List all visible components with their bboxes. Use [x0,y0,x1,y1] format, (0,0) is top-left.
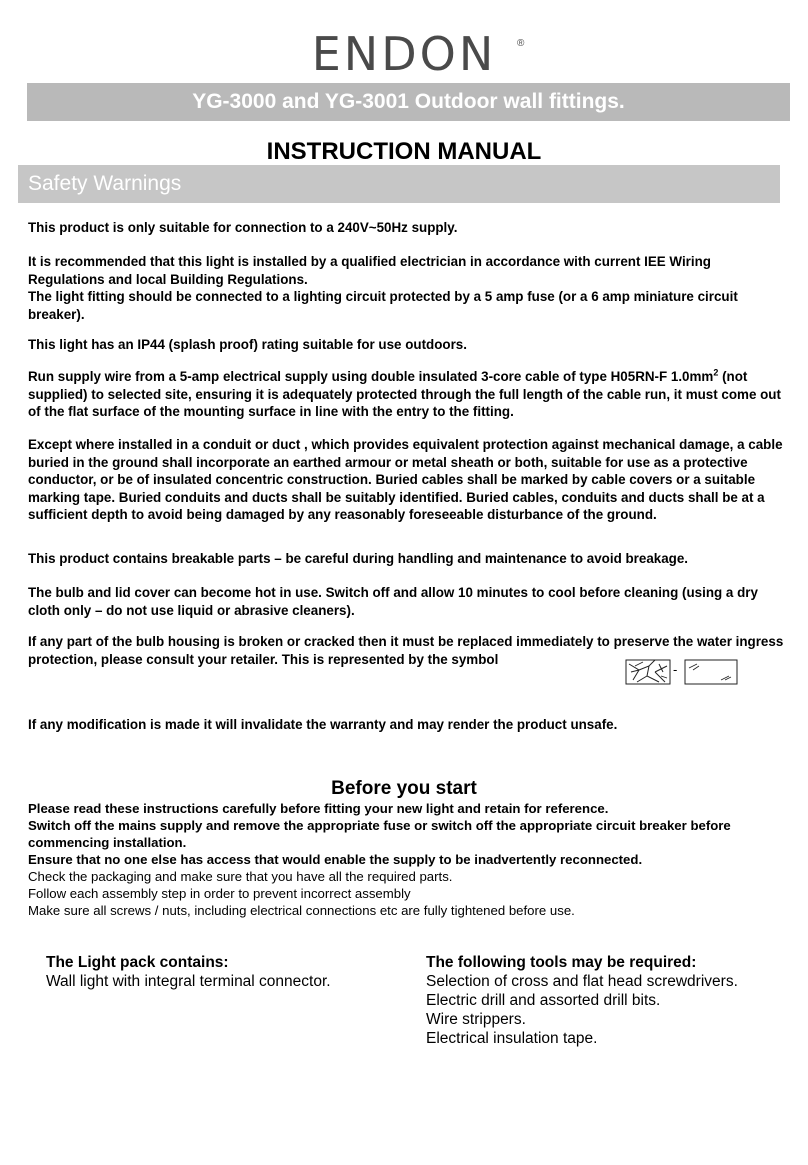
tool-item: Electric drill and assorted drill bits. [426,992,661,1009]
product-banner: YG-3000 and YG-3001 Outdoor wall fittings. [27,83,790,121]
pack-item: Wall light with integral terminal connector. [46,973,331,990]
pack-contents-heading: The Light pack contains: [46,954,229,971]
broken-glass-symbol [625,656,738,688]
safety-paragraph-ip44: This light has an IP44 (splash proof) rating suitable for use outdoors. [28,337,467,352]
before-you-start-heading: Before you start [331,778,477,799]
broken-glass-icon [625,656,738,688]
brand-logo [0,26,808,82]
safety-paragraph-broken-housing: If any part of the bulb housing is broken or cracked then it must be replaced immediately to preserve the water ingress protection, please consult your retailer. This is represented by the symbol [28,634,784,667]
symbol-dash: - [673,662,678,677]
before-start-line: Make sure all screws / nuts, including electrical connections etc are fully tightened before use. [28,903,575,918]
supply-wire-text-a: Run supply wire from a 5-amp electrical supply using double insulated 3-core cable of type H05RN-F 1.0mm [28,369,714,384]
registered-mark: ® [517,38,525,49]
safety-paragraph-hot: The bulb and lid cover can become hot in use. Switch off and allow 10 minutes to cool before cleaning (using a dry cloth only – do not use liquid or abrasive cleaners). [28,585,758,618]
safety-paragraph-modification: If any modification is made it will invalidate the warranty and may render the product unsafe. [28,717,618,732]
safety-paragraph-electrician: It is recommended that this light is installed by a qualified electrician in accordance with current IEE Wiring Regulations and local Building Regulations. [28,254,711,287]
before-start-line: Ensure that no one else has access that would enable the supply to be inadvertently reconnected. [28,852,643,867]
before-start-line: Switch off the mains supply and remove the appropriate fuse or switch off the appropriate circuit breaker before commencing installation. [28,818,731,851]
safety-paragraph-supply-wire [28,368,788,421]
brand-name: ENDON [311,27,497,81]
safety-paragraph-supply: This product is only suitable for connection to a 240V~50Hz supply. [28,220,458,235]
safety-paragraph-breakable: This product contains breakable parts – be careful during handling and maintenance to avoid breakage. [28,551,689,566]
before-start-line: Check the packaging and make sure that you have all the required parts. [28,869,453,884]
before-start-line: Follow each assembly step in order to prevent incorrect assembly [28,886,411,901]
required-tools-heading: The following tools may be required: [426,954,697,971]
safety-warnings-heading: Safety Warnings [18,165,780,203]
tool-item: Electrical insulation tape. [426,1030,598,1047]
before-start-line: Please read these instructions carefully before fitting your new light and retain for reference. [28,801,609,816]
supply-wire-text-b: (not supplied) to selected site, ensuring it is adequately protected through the full length of the cable run, it must come out of the flat surface of the mounting surface in line with the entry to the fitting. [28,369,781,420]
required-tools [426,953,796,1048]
tool-item: Wire strippers. [426,1011,526,1028]
pack-contents [46,953,406,991]
safety-paragraph-fuse: The light fitting should be connected to a lighting circuit protected by a 5 amp fuse (or a 6 amp miniature circuit breaker). [28,289,738,322]
safety-paragraph-buried-cables: Except where installed in a conduit or duct , which provides equivalent protection against mechanical damage, a cable buried in the ground shall incorporate an earthed armour or metal sheath or both, suitable for use as a protective conductor, or be of insulated concentric construction. Buried cables shall be marked by cable covers or a suitable marking tape. Buried conduits and ducts shall be suitably identified. Buried cables, conduits and ducts shall be at a sufficient depth to avoid being damaged by any reasonably foreseeable disturbance of the ground. [28,437,783,523]
tool-item: Selection of cross and flat head screwdrivers. [426,973,738,990]
supply-wire-superscript: 2 [713,367,719,378]
page-title: INSTRUCTION MANUAL [266,138,542,165]
